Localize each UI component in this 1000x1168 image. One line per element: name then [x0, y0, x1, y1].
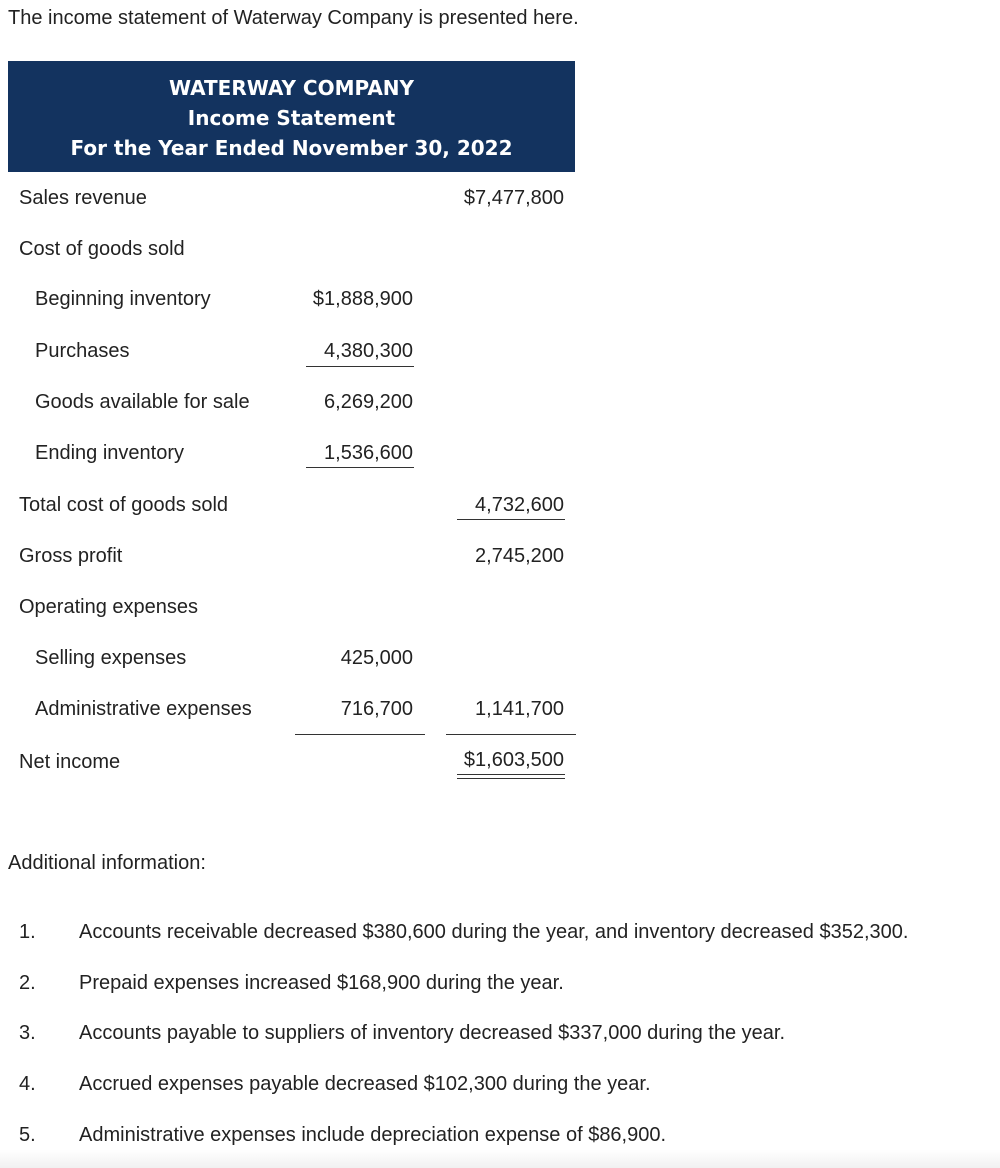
note-number: 2.: [19, 972, 36, 994]
total-cogs-amount: 4,732,600: [475, 494, 564, 516]
gross-profit-label: Gross profit: [19, 545, 123, 567]
admin-expenses-label: Administrative expenses: [35, 698, 252, 720]
opex-heading: Operating expenses: [19, 596, 199, 618]
statement-period: For the Year Ended November 30, 2022: [70, 136, 513, 160]
beginning-inventory-label: Beginning inventory: [35, 288, 211, 310]
bottom-fade: [0, 1150, 1000, 1168]
note-text: Accrued expenses payable decreased $102,300 during the year.: [79, 1073, 651, 1095]
selling-expenses-label: Selling expenses: [35, 647, 187, 669]
admin-expenses-amount: 716,700: [340, 698, 413, 720]
purchases-label: Purchases: [35, 340, 130, 362]
ending-inventory-label: Ending inventory: [35, 442, 184, 464]
total-opex-amount: 1,141,700: [475, 698, 564, 720]
total-cogs-underline: [457, 519, 565, 520]
beginning-inventory-amount: $1,888,900: [312, 288, 413, 310]
selling-expenses-amount: 425,000: [340, 647, 413, 669]
note-number: 3.: [19, 1022, 36, 1044]
sales-revenue-label: Sales revenue: [19, 187, 147, 209]
ending-inventory-amount: 1,536,600: [324, 442, 413, 464]
note-number: 1.: [19, 921, 36, 943]
purchases-amount: 4,380,300: [324, 340, 413, 362]
net-income-double-underline: [457, 774, 565, 779]
sales-revenue-total: $7,477,800: [463, 187, 564, 209]
gross-profit-amount: 2,745,200: [475, 545, 564, 567]
note-text: Administrative expenses include depreciation expense of $86,900.: [79, 1124, 667, 1146]
note-number: 4.: [19, 1073, 36, 1095]
statement-title: Income Statement: [187, 106, 396, 130]
intro-text: The income statement of Waterway Company is presented here.: [8, 7, 579, 29]
goods-available-label: Goods available for sale: [35, 391, 250, 413]
note-text: Accounts payable to suppliers of inventory decreased $337,000 during the year.: [79, 1022, 786, 1044]
note-text: Accounts receivable decreased $380,600 during the year, and inventory decreased $352,300.: [79, 921, 909, 943]
ending-inventory-underline: [306, 467, 414, 468]
company-name: WATERWAY COMPANY: [168, 76, 415, 100]
goods-available-amount: 6,269,200: [324, 391, 413, 413]
net-income-label: Net income: [19, 751, 121, 773]
additional-info-heading: Additional information:: [8, 852, 206, 874]
note-text: Prepaid expenses increased $168,900 during the year.: [79, 972, 564, 994]
purchases-underline: [306, 366, 414, 367]
total-cogs-label: Total cost of goods sold: [19, 494, 229, 516]
statement-header: [8, 61, 575, 172]
net-income-amount: $1,603,500: [463, 749, 564, 771]
admin-expenses-underline: [295, 734, 425, 735]
total-opex-underline: [446, 734, 576, 735]
cogs-heading: Cost of goods sold: [19, 238, 185, 260]
note-number: 5.: [19, 1124, 36, 1146]
